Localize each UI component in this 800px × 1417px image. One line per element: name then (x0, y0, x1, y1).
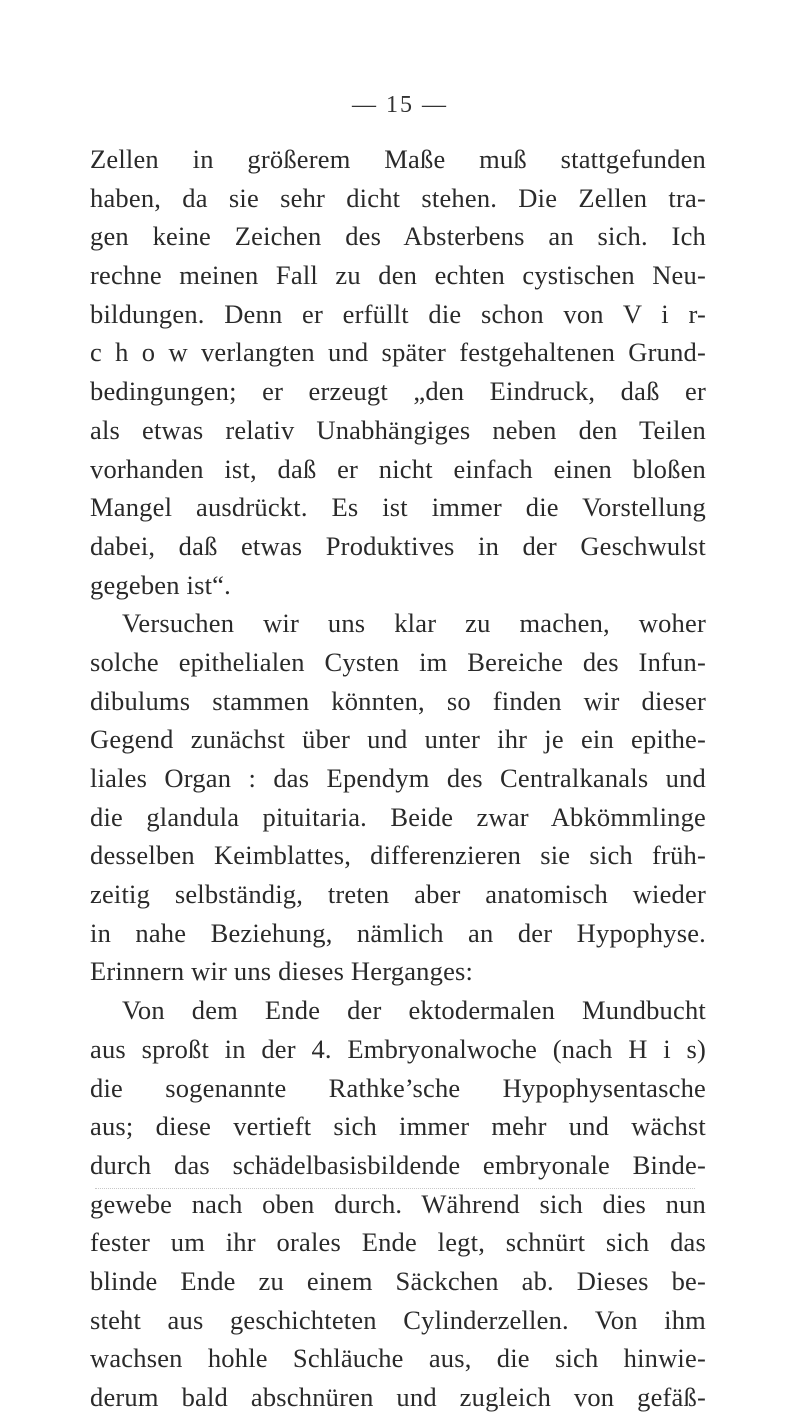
text-line: desselben Keimblattes, differenzieren sie sich früh- (90, 840, 706, 871)
text-line: Gegend zunächst über und unter ihr je ein epithe- (90, 724, 706, 755)
body-text (90, 140, 706, 1417)
text-line: bedingungen; er erzeugt „den Eindruck, daß er (90, 376, 706, 407)
text-line: zeitig selbständig, treten aber anatomisch wieder (90, 879, 706, 910)
bottom-bleed-through (95, 1188, 695, 1190)
text-line: in nahe Beziehung, nämlich an der Hypophyse. (90, 917, 706, 948)
text-line: bildungen. Denn er erfüllt die schon von V i r- (90, 298, 706, 329)
text-line: Mangel ausdrückt. Es ist immer die Vorstellung (90, 492, 706, 523)
text-line: Versuchen wir uns klar zu machen, woher (122, 608, 706, 639)
text-line: fester um ihr orales Ende legt, schnürt sich das (90, 1227, 706, 1258)
text-line: gewebe nach oben durch. Während sich dies nun (90, 1188, 706, 1219)
page-number: — 15 — (352, 92, 448, 118)
text-line: steht aus geschichteten Cylinderzellen. Von ihm (90, 1304, 706, 1335)
text-line: dabei, daß etwas Produktives in der Geschwulst (90, 530, 706, 561)
text-line: rechne meinen Fall zu den echten cystischen Neu- (90, 260, 706, 291)
text-line: vorhanden ist, daß er nicht einfach einen bloßen (90, 453, 706, 484)
text-line: c h o w verlangten und später festgehaltenen Grund- (90, 337, 706, 368)
text-line: Zellen in größerem Maße muß stattgefunden (90, 144, 706, 174)
text-line: liales Organ : das Ependym des Centralkanals und (90, 763, 706, 793)
text-line: durch das schädelbasisbildende embryonale Binde- (90, 1149, 706, 1180)
text-line: aus; diese vertieft sich immer mehr und wächst (90, 1111, 706, 1142)
text-line: haben, da sie sehr dicht stehen. Die Zellen tra- (90, 182, 706, 213)
text-line: aus sproßt in der 4. Embryonalwoche (nach H i s) (90, 1033, 706, 1064)
text-line: derum bald abschnüren und zugleich von gefäß- (90, 1382, 706, 1412)
text-line: die glandula pituitaria. Beide zwar Abkömmlinge (90, 801, 706, 832)
text-line: gegeben ist“. (90, 569, 231, 600)
text-line: als etwas relativ Unabhängiges neben den Teilen (90, 414, 706, 445)
text-line: blinde Ende zu einem Säckchen ab. Dieses be- (90, 1265, 706, 1296)
text-line: solche epithelialen Cysten im Bereiche des Infun- (90, 646, 706, 677)
text-line: Von dem Ende der ektodermalen Mundbucht (122, 995, 706, 1026)
text-line: Erinnern wir uns dieses Herganges: (90, 956, 474, 987)
text-line: wachsen hohle Schläuche aus, die sich hinwie- (90, 1343, 706, 1374)
text-line: dibulums stammen könnten, so finden wir dieser (90, 685, 706, 716)
text-line: gen keine Zeichen des Absterbens an sich. Ich (90, 221, 706, 252)
text-line: die sogenannte Rathke’sche Hypophysentasche (90, 1072, 706, 1103)
